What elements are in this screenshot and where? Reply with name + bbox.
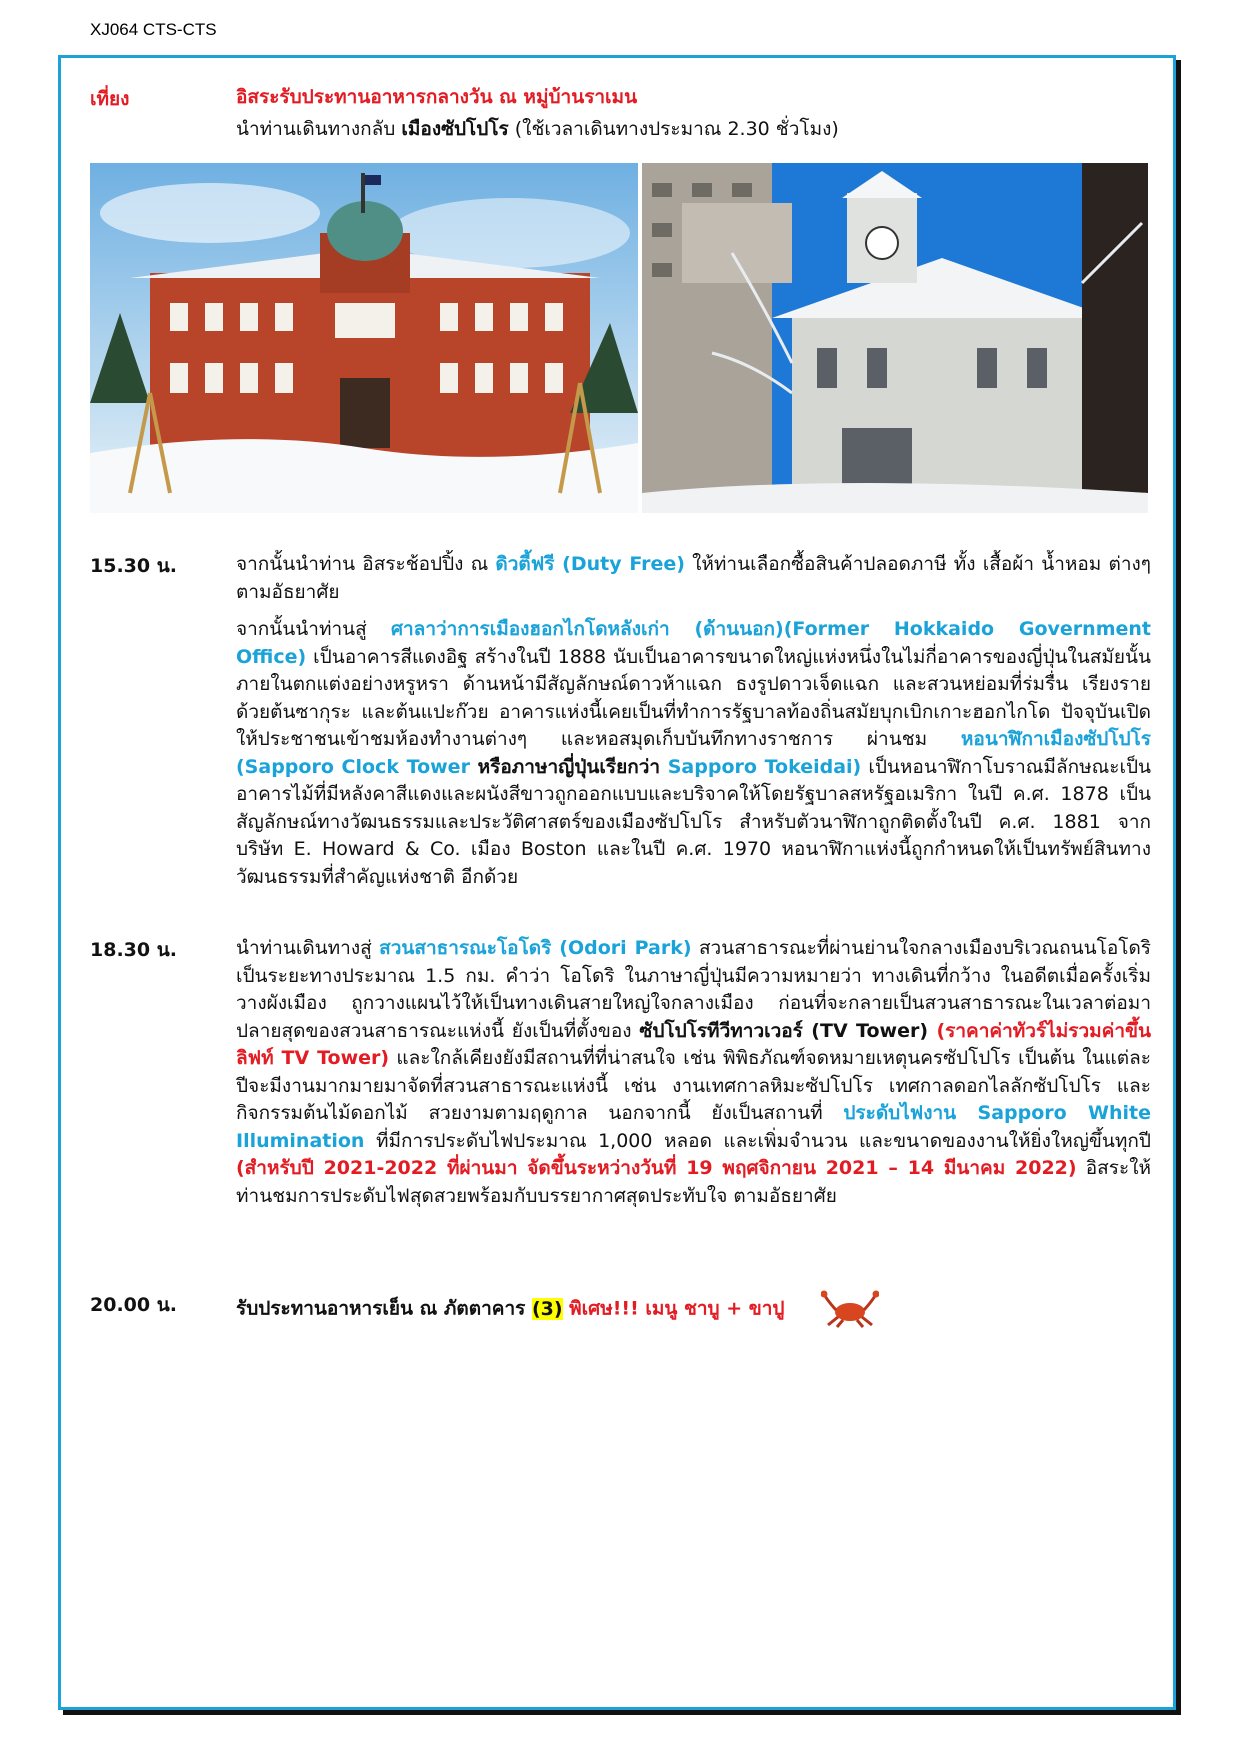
dinner-special-menu: พิเศษ!!! เมนู ชาบู + ขาปู <box>562 1297 785 1320</box>
text-segment: นำท่านเดินทางสู่ <box>236 937 380 959</box>
white-illumination-highlight: ประดับไฟงาน Sapporo White Illumination <box>236 1102 1151 1152</box>
lunch-time: เที่ยง <box>90 88 130 110</box>
text-segment: จากนั้นนำท่านสู่ <box>236 618 391 640</box>
duty-free-highlight: ดิวตี้ฟรี (Duty Free) <box>495 553 685 575</box>
content-2000 <box>236 1290 1151 1328</box>
government-office-highlight: ศาลาว่าการเมืองฮอกไกโดหลังเก่า (ด้านนอก)(Former Hokkaido Government Office) <box>236 618 1151 668</box>
text-segment: จากนั้นนำท่าน อิสระช้อปปิ้ง ณ <box>236 553 496 575</box>
crab-icon <box>821 1290 879 1328</box>
text-segment: ให้ท่านเลือกซื้อสินค้าปลอดภาษี ทั้ง เสื้อผ้า น้ำหอม ต่างๆ ตามอัธยาศัย <box>236 553 1151 603</box>
photo-former-hokkaido-government-office <box>90 163 638 513</box>
tv-tower-price-note: (ราคาค่าทัวร์ไม่รวมค่าขึ้นลิฟท์ TV Tower) <box>236 1019 1152 1069</box>
lunch-line-post: (ใช้เวลาเดินทางประมาณ 2.30 ชั่วโมง) <box>508 118 839 140</box>
odori-park-highlight: สวนสาธารณะโอโดริ (Odori Park) <box>379 937 692 959</box>
lunch-line-city: เมืองซัปโปโร <box>401 118 509 140</box>
content-1830 <box>236 935 1151 1210</box>
time-2000: 20.00 น. <box>90 1294 177 1316</box>
paragraph-government-office <box>236 616 1151 891</box>
text-segment: สวนสาธารณะที่ผ่านย่านใจกลางเมืองบริเวณถนนโอโดริเป็นระยะทางประมาณ 1.5 กม. คำว่า โอโดริ ในภาษาญี่ปุ่นมีความหมายว่า ทางเดินที่กว้าง ในอดีตเมื่อครั้งเริ่มวางผังเมือง ถูกวางแผนไว้ให้เป็นทางเดินสายใหญ่ใจกลางเมือง ก่อนที่จะกลายเป็นสวนสาธารณะในเวลาต่อมา ปลายสุดของสวนสาธารณะแห่งนี้ ยังเป็นที่ตั้งของ <box>236 937 1151 1042</box>
paragraph-odori-park <box>236 935 1151 1210</box>
tv-tower-bold: ซัปโปโรทีวีทาวเวอร์ (TV Tower) <box>639 1019 929 1042</box>
lunch-line-pre: นำท่านเดินทางกลับ <box>236 118 402 140</box>
text-segment: เป็นหอนาฬิกาโบราณมีลักษณะเป็นอาคารไม้ที่มีหลังคาสีแดงและผนังสีขาวถูกออกแบบและบริจาคให้โดยรัฐบาลสหรัฐอเมริกา ในปี ค.ศ. 1878 เป็นสัญลักษณ์ทางวัฒนธรรมและประวัติศาสตร์ของเมืองซัปโปโร สำหรับตัวนาฬิกาถูกติดตั้งในปี ค.ศ. 1881 จากบริษัท E. Howard & Co. เมือง Boston และในปี ค.ศ. 1970 หอนาฬิกาแห่งนี้ถูกกำหนดให้เป็นทรัพย์สินทางวัฒนธรรมที่สำคัญแห่งชาติ อีกด้วย <box>236 755 1151 888</box>
text-segment: และใกล้เคียงยังมีสถานที่ที่น่าสนใจ เช่น พิพิธภัณฑ์จดหมายเหตุนครซัปโปโร เป็นต้น ในแต่ละปีจะมีงานมากมายมาจัดที่สวนสาธารณะแห่งนี้ เช่น งานเทศกาลหิมะซัปโปโร เทศกาลดอกไลลักซัปโปโร และกิจกรรมต้นไม้ดอกไม้ สวยงามตามฤดูกาล นอกจากนี้ ยังเป็นสถานที่ <box>236 1047 1151 1124</box>
tokeidai-highlight: Sapporo Tokeidai) <box>660 755 862 778</box>
text-segment: เป็นอาคารสีแดงอิฐ สร้างในปี 1888 นับเป็นอาคารขนาดใหญ่แห่งหนึ่งในไม่กี่อาคารของญี่ปุ่นในสมัยนั้น ภายในตกแต่งอย่างหรูหรา ด้านหน้ามีสัญลักษณ์ดาวห้าแฉก ธงรูปดาวเจ็ดแฉก และสวนหย่อมที่ร่มรื่น เรียงรายด้วยต้นซากุระ และต้นแปะก๊วย อาคารแห่งนี้เคยเป็นที่ทำการรัฐบาลท้องถิ่นสมัยบุกเบิกเกาะฮอกไกโด ปัจจุบันเปิดให้ประชาชนเข้าชมห้องทำงานต่างๆ และหอสมุดเก็บบันทึกทางราชการ ผ่านชม <box>236 645 1151 750</box>
document-code: XJ064 CTS-CTS <box>90 20 217 39</box>
time-1530: 15.30 น. <box>90 555 177 577</box>
text-segment: ที่มีการประดับไฟประมาณ 1,000 หลอด และเพิ่มจำนวน และขนาดของงานให้ยิ่งใหญ่ขึ้นทุกปี <box>364 1129 1151 1152</box>
content-1530 <box>236 551 1151 891</box>
clock-tower-highlight: หอนาฬิกาเมืองซัปโปโร (Sapporo Clock Tower <box>236 728 1151 778</box>
photo-sapporo-clock-tower <box>642 163 1148 513</box>
paragraph-duty-free <box>236 551 1151 606</box>
time-1830: 18.30 น. <box>90 939 177 961</box>
illumination-dates-note: (สำหรับปี 2021-2022 ที่ผ่านมา จัดขึ้นระหว่างวันที่ 19 พฤศจิกายน 2021 – 14 มีนาคม 2022) <box>236 1157 1077 1179</box>
text-segment: อิสระให้ท่านชมการประดับไฟสุดสวยพร้อมกับบรรยากาศสุดประทับใจ ตามอัธยาศัย <box>236 1157 1151 1207</box>
text-segment-bold: หรือภาษาญี่ปุ่นเรียกว่า <box>469 755 661 778</box>
lunch-content <box>236 84 1151 144</box>
lunch-title: อิสระรับประทานอาหารกลางวัน ณ หมู่บ้านราเมน <box>236 86 638 108</box>
dinner-text: รับประทานอาหารเย็น ณ ภัตตาคาร <box>236 1297 532 1320</box>
lunch-travel-line <box>236 116 1151 144</box>
meal-number-badge: (3) <box>531 1297 563 1320</box>
